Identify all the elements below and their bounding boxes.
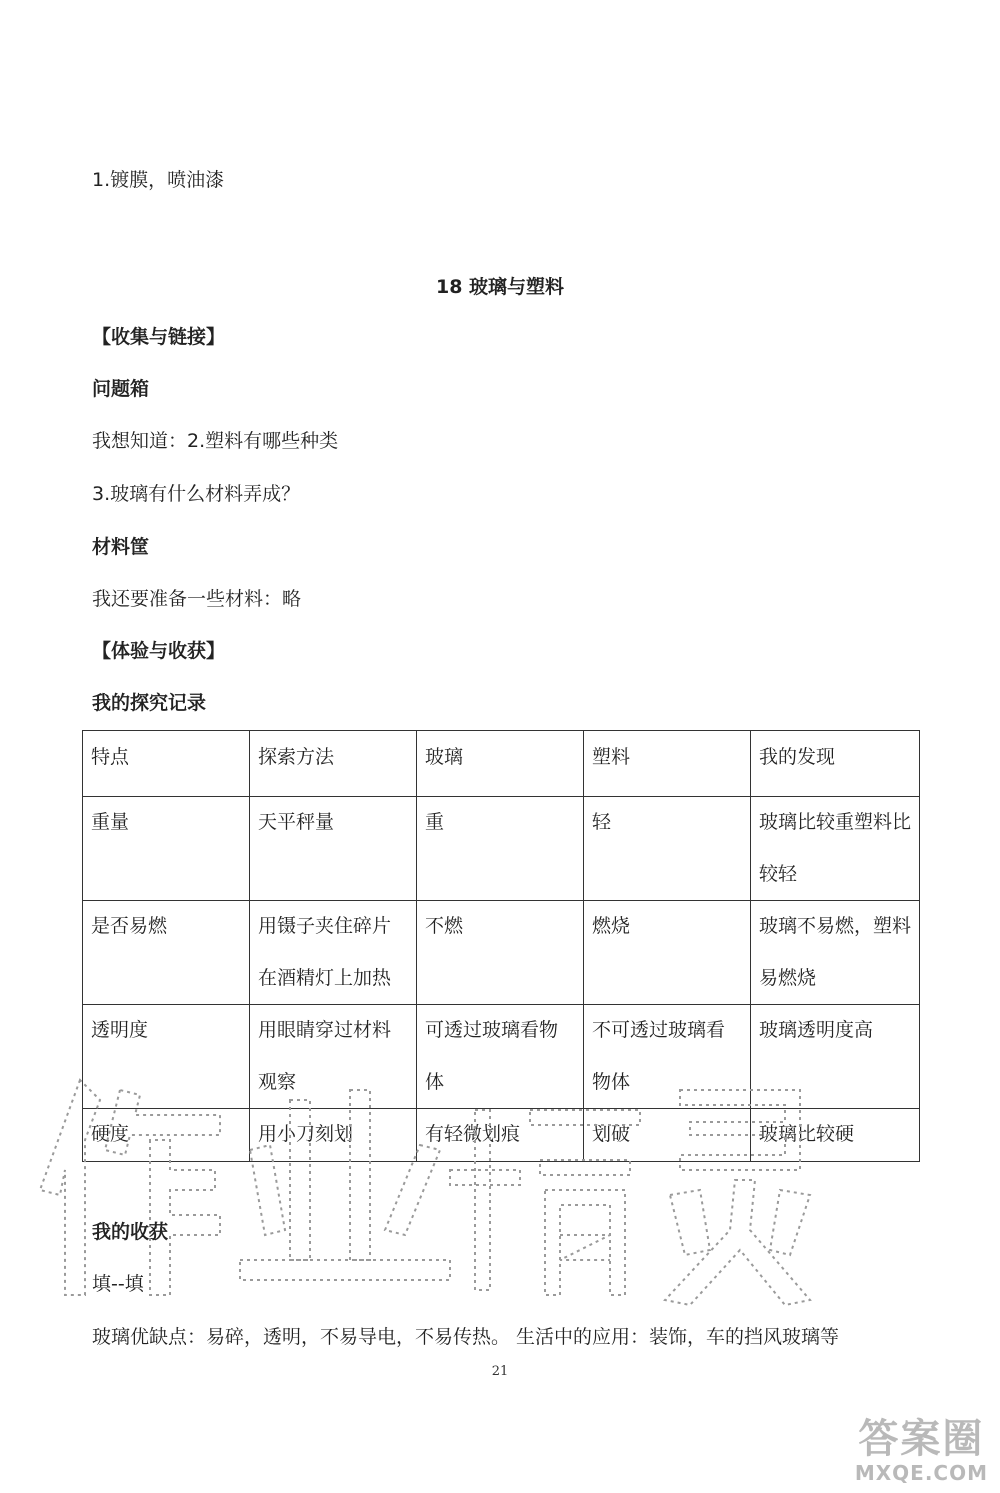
table-cell xyxy=(250,797,417,901)
table-header-row xyxy=(83,731,920,797)
cell-text: 燃烧 xyxy=(592,915,631,937)
cell-text: 玻璃不易燃，塑料易燃烧 xyxy=(759,915,912,989)
header-cell: 我的发现 xyxy=(751,731,920,797)
cell-text: 透明度 xyxy=(91,1019,149,1041)
cell-text: 不燃 xyxy=(425,915,464,937)
harvest-line: 玻璃优缺点：易碎，透明，不易导电，不易传热。 生活中的应用：装饰，车的挡风玻璃等 xyxy=(92,1326,840,1348)
cell-text: 重量 xyxy=(91,811,130,833)
cell-text: 天平秤量 xyxy=(258,811,335,833)
page-number: 21 xyxy=(491,1364,509,1379)
table-cell xyxy=(584,1005,751,1109)
cell-text: 用小刀刻划 xyxy=(258,1123,354,1145)
header-cell: 塑料 xyxy=(584,731,751,797)
cell-text: 是否易燃 xyxy=(91,915,168,937)
table-cell xyxy=(250,901,417,1005)
cell-text: 用眼睛穿过材料观察 xyxy=(258,1019,392,1093)
cell-text: 硬度 xyxy=(91,1123,130,1145)
table-cell xyxy=(417,797,584,901)
logo-sub-text: MXQE.COM xyxy=(854,1461,988,1485)
record-heading: 我的探究记录 xyxy=(92,692,207,714)
record-table xyxy=(82,730,920,1162)
table-cell xyxy=(584,797,751,901)
table-cell xyxy=(417,1109,584,1162)
table-cell xyxy=(751,1109,920,1162)
table-cell xyxy=(584,901,751,1005)
cell-text: 可透过玻璃看物体 xyxy=(425,1019,559,1093)
previous-answer: 1.镀膜，喷油漆 xyxy=(92,169,225,191)
table-cell xyxy=(751,797,920,901)
logo-main-text: 答案圈 xyxy=(858,1416,985,1462)
header-cell: 玻璃 xyxy=(417,731,584,797)
experience-heading: 【体验与收获】 xyxy=(92,640,226,662)
question-line-1: 我想知道：2.塑料有哪些种类 xyxy=(92,430,339,452)
table-cell xyxy=(751,901,920,1005)
cell-text: 不可透过玻璃看物体 xyxy=(592,1019,726,1093)
table-cell xyxy=(250,1109,417,1162)
table-row xyxy=(83,901,920,1005)
table-cell xyxy=(83,1109,250,1162)
fill-instruction: 填--填 xyxy=(92,1273,144,1295)
cell-text: 有轻微划痕 xyxy=(425,1123,521,1145)
table-row xyxy=(83,797,920,901)
question-box-heading: 问题箱 xyxy=(92,378,150,400)
table-row xyxy=(83,1109,920,1162)
material-box-heading: 材料筐 xyxy=(92,536,150,558)
material-line: 我还要准备一些材料：略 xyxy=(92,588,302,610)
table-cell xyxy=(417,1005,584,1109)
header-cell: 探索方法 xyxy=(250,731,417,797)
table-cell xyxy=(83,901,250,1005)
table-cell xyxy=(83,1005,250,1109)
table-row xyxy=(83,1005,920,1109)
cell-text: 划破 xyxy=(592,1123,631,1145)
question-line-2: 3.玻璃有什么材料弄成？ xyxy=(92,483,301,505)
cell-text: 重 xyxy=(425,811,445,833)
cell-text: 用镊子夹住碎片在酒精灯上加热 xyxy=(258,915,392,989)
collect-heading: 【收集与链接】 xyxy=(92,326,226,348)
site-logo xyxy=(855,1417,988,1485)
table-cell xyxy=(83,797,250,901)
header-cell: 特点 xyxy=(83,731,250,797)
table-cell xyxy=(250,1005,417,1109)
harvest-heading: 我的收获 xyxy=(92,1221,169,1243)
cell-text: 玻璃比较硬 xyxy=(759,1123,855,1145)
cell-text: 玻璃透明度高 xyxy=(759,1019,874,1041)
table-cell xyxy=(751,1005,920,1109)
cell-text: 玻璃比较重塑料比较轻 xyxy=(759,811,912,885)
table-cell xyxy=(417,901,584,1005)
cell-text: 轻 xyxy=(592,811,612,833)
section-title: 18 玻璃与塑料 xyxy=(435,276,565,298)
table-cell xyxy=(584,1109,751,1162)
